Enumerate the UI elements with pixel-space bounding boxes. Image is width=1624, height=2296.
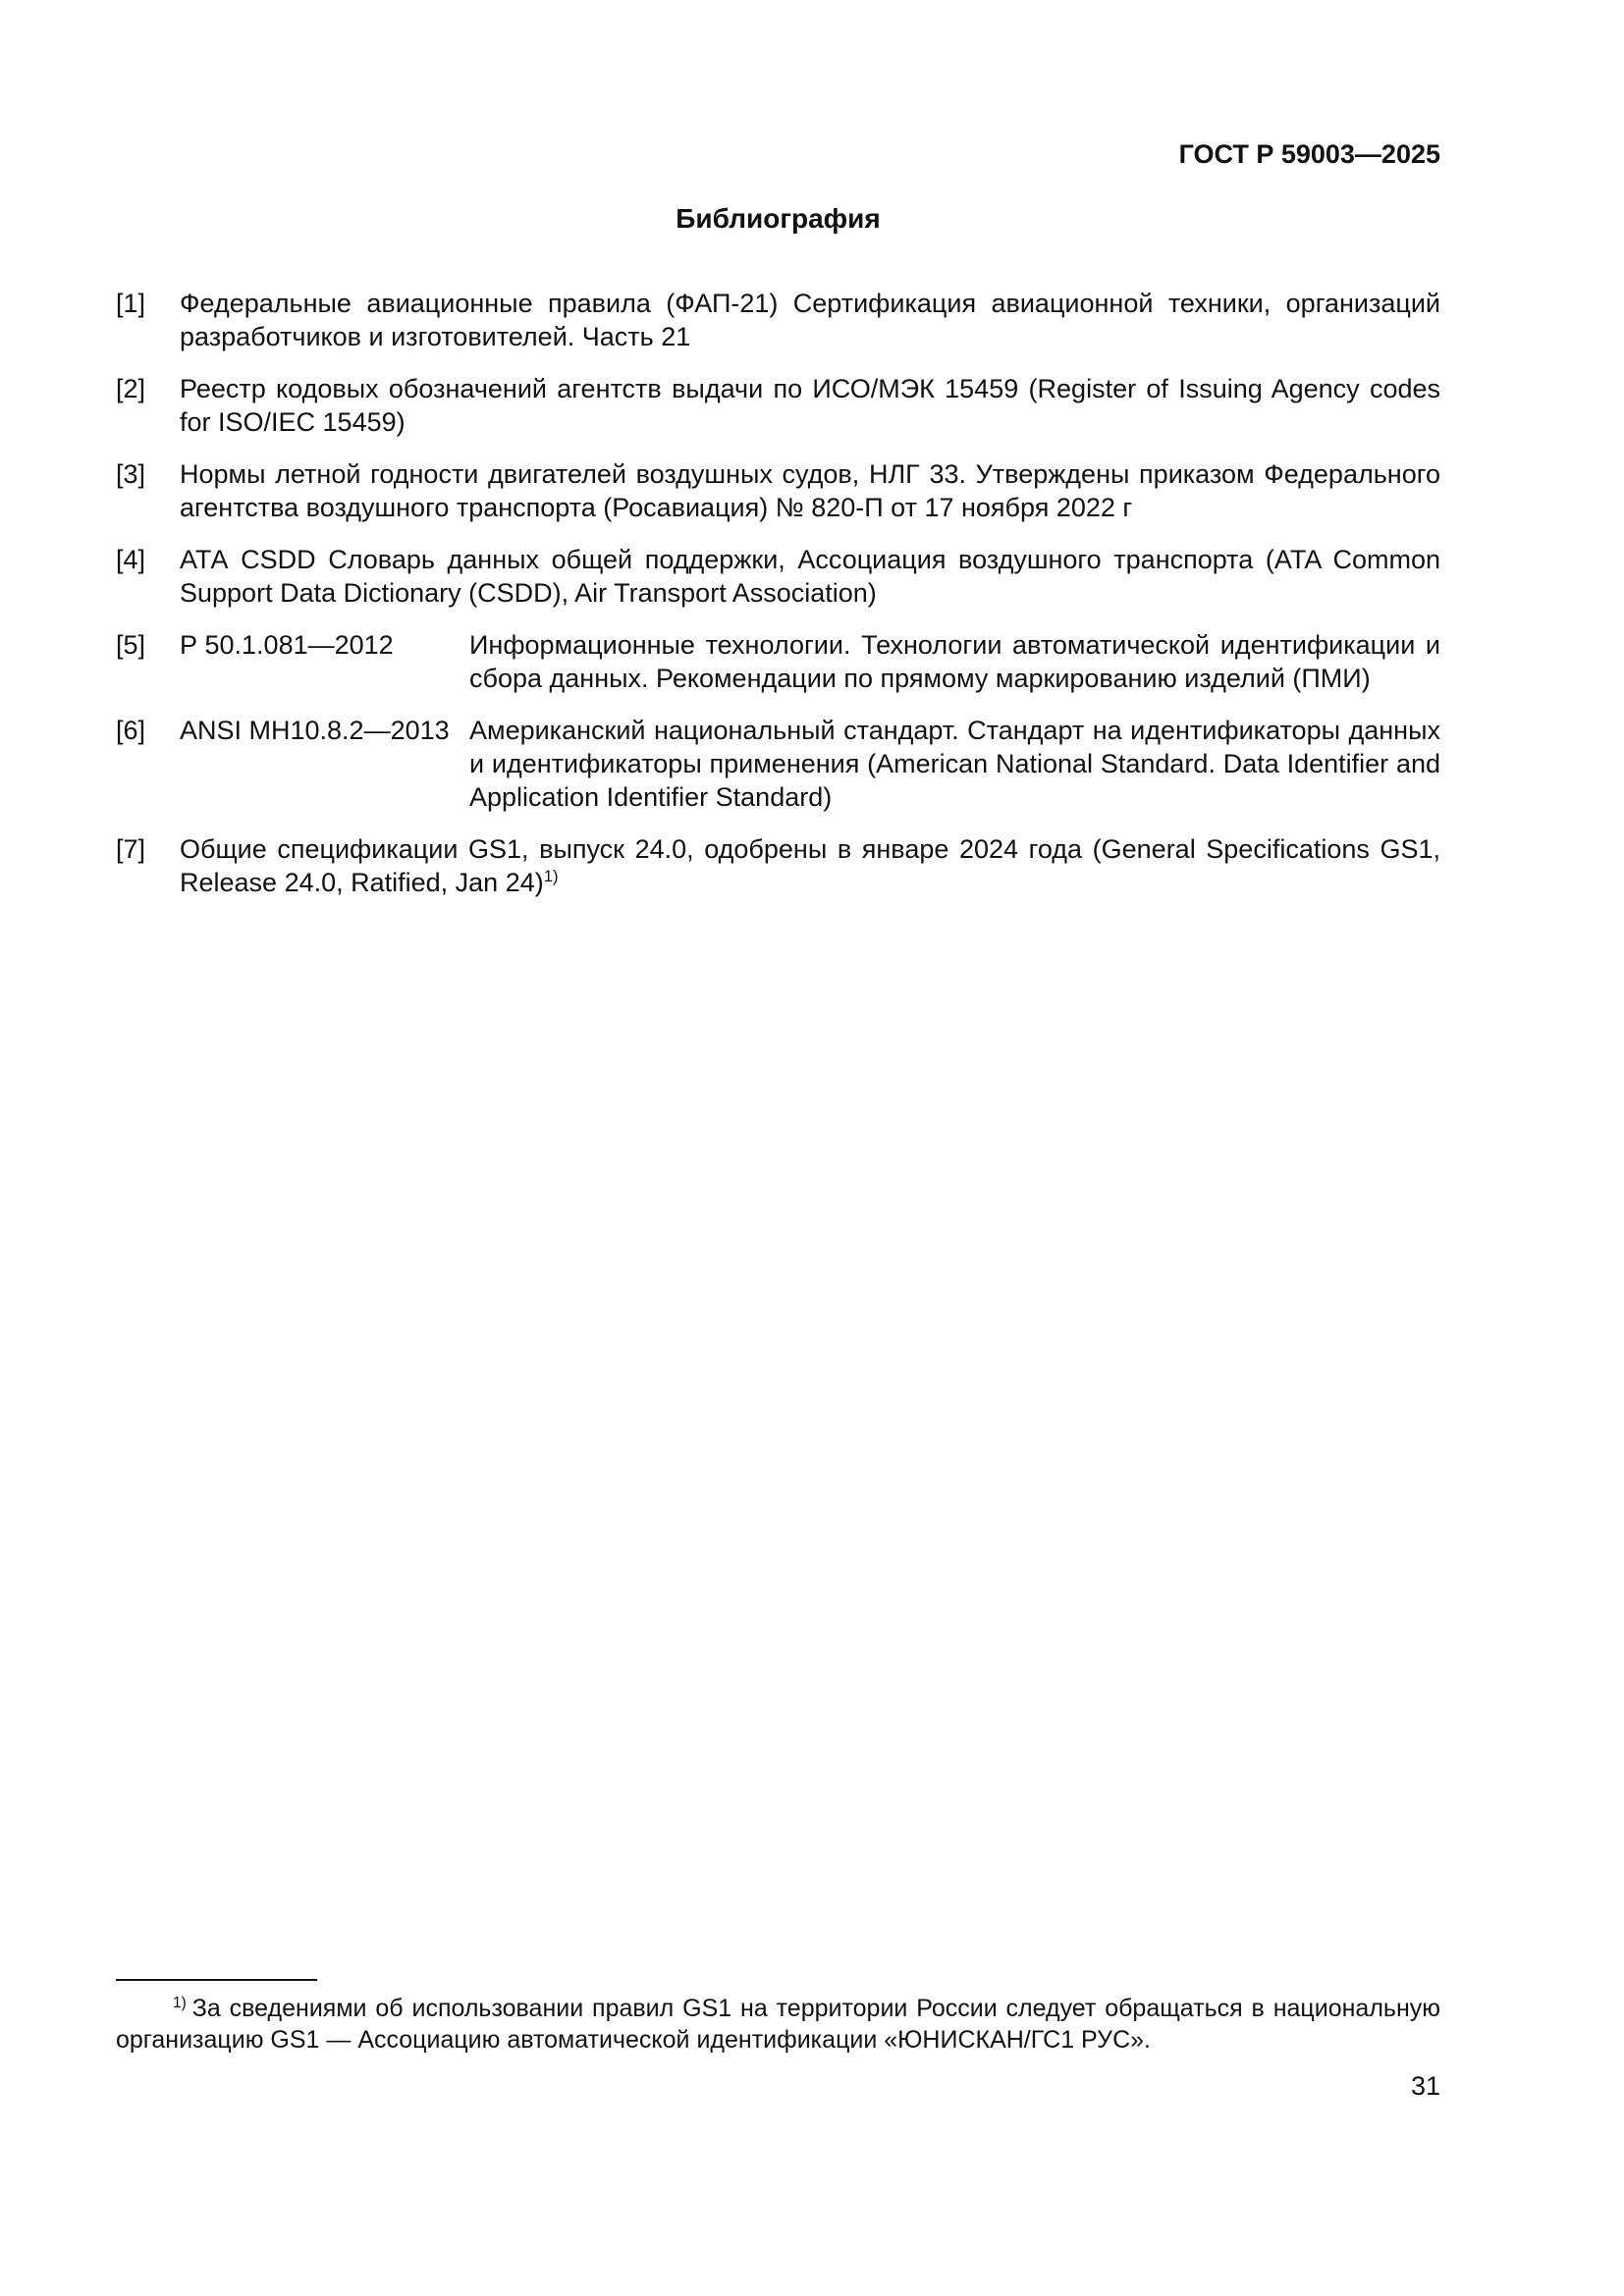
footnote-text <box>116 1993 1440 2056</box>
entry-text: Информационные технологии. Технологии автоматической идентификации и сбора данных. Рекомендации по прямому маркированию изделий (ПМИ) <box>469 630 1440 693</box>
bibliography-entry <box>116 714 1440 814</box>
footnote-reference-marker: 1) <box>543 867 559 885</box>
entry-number: [3] <box>116 459 146 489</box>
entry-text: АТА CSDD Словарь данных общей поддержки, Ассоциация воздушного транспорта (ATA Common Support Data Dictionary (CSDD), Air Transport Association) <box>180 545 1440 608</box>
page-number: 31 <box>1410 2071 1440 2101</box>
entry-text: Реестр кодовых обозначений агентств выдачи по ИСО/МЭК 15459 (Register of Issuing Agency codes for ISO/IEC 15459) <box>180 374 1440 437</box>
entry-number: [6] <box>116 716 146 745</box>
entry-number: [2] <box>116 374 146 403</box>
bibliography-entry <box>116 372 1440 439</box>
entry-number: [4] <box>116 545 146 574</box>
entry-text-main: Общие спецификации GS1, выпуск 24.0, одобрены в январе 2024 года (General Specifications GS1, Release 24.0, Ratified, Jan 24) <box>180 834 1440 897</box>
bibliography-entry <box>116 628 1440 695</box>
entry-text: Федеральные авиационные правила (ФАП-21) Сертификация авиационной техники, организаций разработчиков и изготовителей. Часть 21 <box>180 289 1440 351</box>
bibliography-entry <box>116 543 1440 610</box>
bibliography-entry <box>116 457 1440 524</box>
page-title: Библиография <box>676 203 881 234</box>
entry-number: [7] <box>116 834 146 864</box>
document-header: ГОСТ Р 59003—2025 <box>1178 139 1440 169</box>
footnote <box>116 1979 1440 2056</box>
footnote-marker: 1) <box>173 1994 187 2011</box>
entry-standard-code: Р 50.1.081—2012 <box>180 630 394 660</box>
bibliography-entry <box>116 832 1440 899</box>
bibliography-list <box>116 287 1440 899</box>
entry-standard-code: ANSI MH10.8.2—2013 <box>180 716 450 745</box>
bibliography-entry <box>116 287 1440 353</box>
footnote-rule <box>116 1979 317 1981</box>
entry-number: [1] <box>116 289 146 318</box>
entry-text: Нормы летной годности двигателей воздушных судов, НЛГ 33. Утверждены приказом Федерального агентства воздушного транспорта (Росавиация) № 820-П от 17 ноября 2022 г <box>180 459 1440 522</box>
entry-number: [5] <box>116 630 146 660</box>
entry-text: Американский национальный стандарт. Стандарт на идентификаторы данных и идентификаторы применения (American National Standard. Data Identifier and Application Identifier Standard) <box>469 716 1440 812</box>
entry-text <box>180 832 1440 899</box>
footnote-body: За сведениями об использовании правил GS1 на территории России следует обращаться в национальную организацию GS1 — Ассоциацию автоматической идентификации «ЮНИСКАН/ГС1 РУС». <box>116 1995 1440 2054</box>
